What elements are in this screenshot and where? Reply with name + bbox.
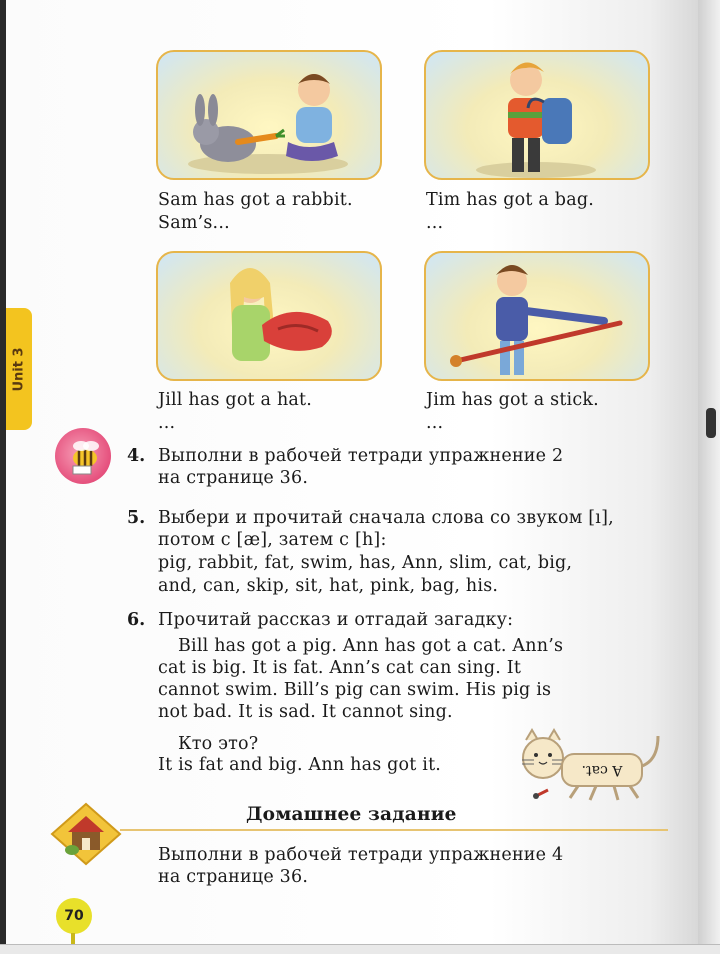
page-number-pin <box>71 933 75 944</box>
exercise-4-line1: Выполни в рабочей тетради упражнение 2 <box>158 446 564 466</box>
exercise-5-line3: pig, rabbit, fat, swim, has, Ann, slim, cat, big, <box>158 553 573 573</box>
exercise-5-line1: Выбери и прочитай сначала слова со звуком [ı], <box>158 508 614 528</box>
illustration-jill-hat <box>156 251 382 381</box>
homework-house-icon <box>50 800 122 866</box>
unit-tab <box>6 308 32 430</box>
page-number: 70 <box>64 908 84 924</box>
caption-jill-line1: Jill has got a hat. <box>158 390 313 410</box>
story-line1: Bill has got a pig. Ann has got a cat. Ann’s <box>178 636 564 656</box>
exercise-5-line2: потом с [æ], затем с [h]: <box>158 530 387 550</box>
exercise-4-line2: на странице 36. <box>158 468 309 488</box>
bee-icon <box>55 428 111 484</box>
exercise-5-number: 5. <box>127 508 146 528</box>
caption-jill-line2: ... <box>158 413 176 433</box>
unit-tab-label: Unit 3 <box>11 346 27 392</box>
caption-jim-line2: ... <box>426 413 444 433</box>
exercise-5-line4: and, can, skip, sit, hat, pink, bag, his. <box>158 576 499 596</box>
cat-riddle-drawing <box>518 728 668 806</box>
page-number-badge <box>56 898 92 934</box>
story-line4: not bad. It is sad. It cannot sing. <box>158 702 453 722</box>
riddle-question: Кто это? <box>178 734 259 754</box>
caption-tim-line1: Tim has got a bag. <box>426 190 595 210</box>
exercise-4-number: 4. <box>127 446 146 466</box>
story-line2: cat is big. It is fat. Ann’s cat can sing. It <box>158 658 522 678</box>
caption-sam-line2: Sam’s... <box>158 213 230 233</box>
caption-sam-line1: Sam has got a rabbit. <box>158 190 353 210</box>
homework-line1: Выполни в рабочей тетради упражнение 4 <box>158 845 564 865</box>
homework-line2: на странице 36. <box>158 867 309 887</box>
homework-divider <box>120 829 668 831</box>
exercise-6-number: 6. <box>127 610 146 630</box>
caption-jim-line1: Jim has got a stick. <box>426 390 599 410</box>
cat-answer-text: A cat. <box>581 762 623 778</box>
illustration-tim-bag <box>424 50 650 180</box>
homework-title: Домашнее задание <box>246 804 457 825</box>
caption-tim-line2: ... <box>426 213 444 233</box>
page-spine-shadow <box>698 0 720 948</box>
exercise-6-title: Прочитай рассказ и отгадай загадку: <box>158 610 514 630</box>
scroll-handle[interactable] <box>706 408 716 438</box>
illustration-jim-stick <box>424 251 650 381</box>
riddle-text: It is fat and big. Ann has got it. <box>158 755 442 775</box>
story-line3: cannot swim. Bill’s pig can swim. His pig is <box>158 680 552 700</box>
illustration-sam-rabbit <box>156 50 382 180</box>
